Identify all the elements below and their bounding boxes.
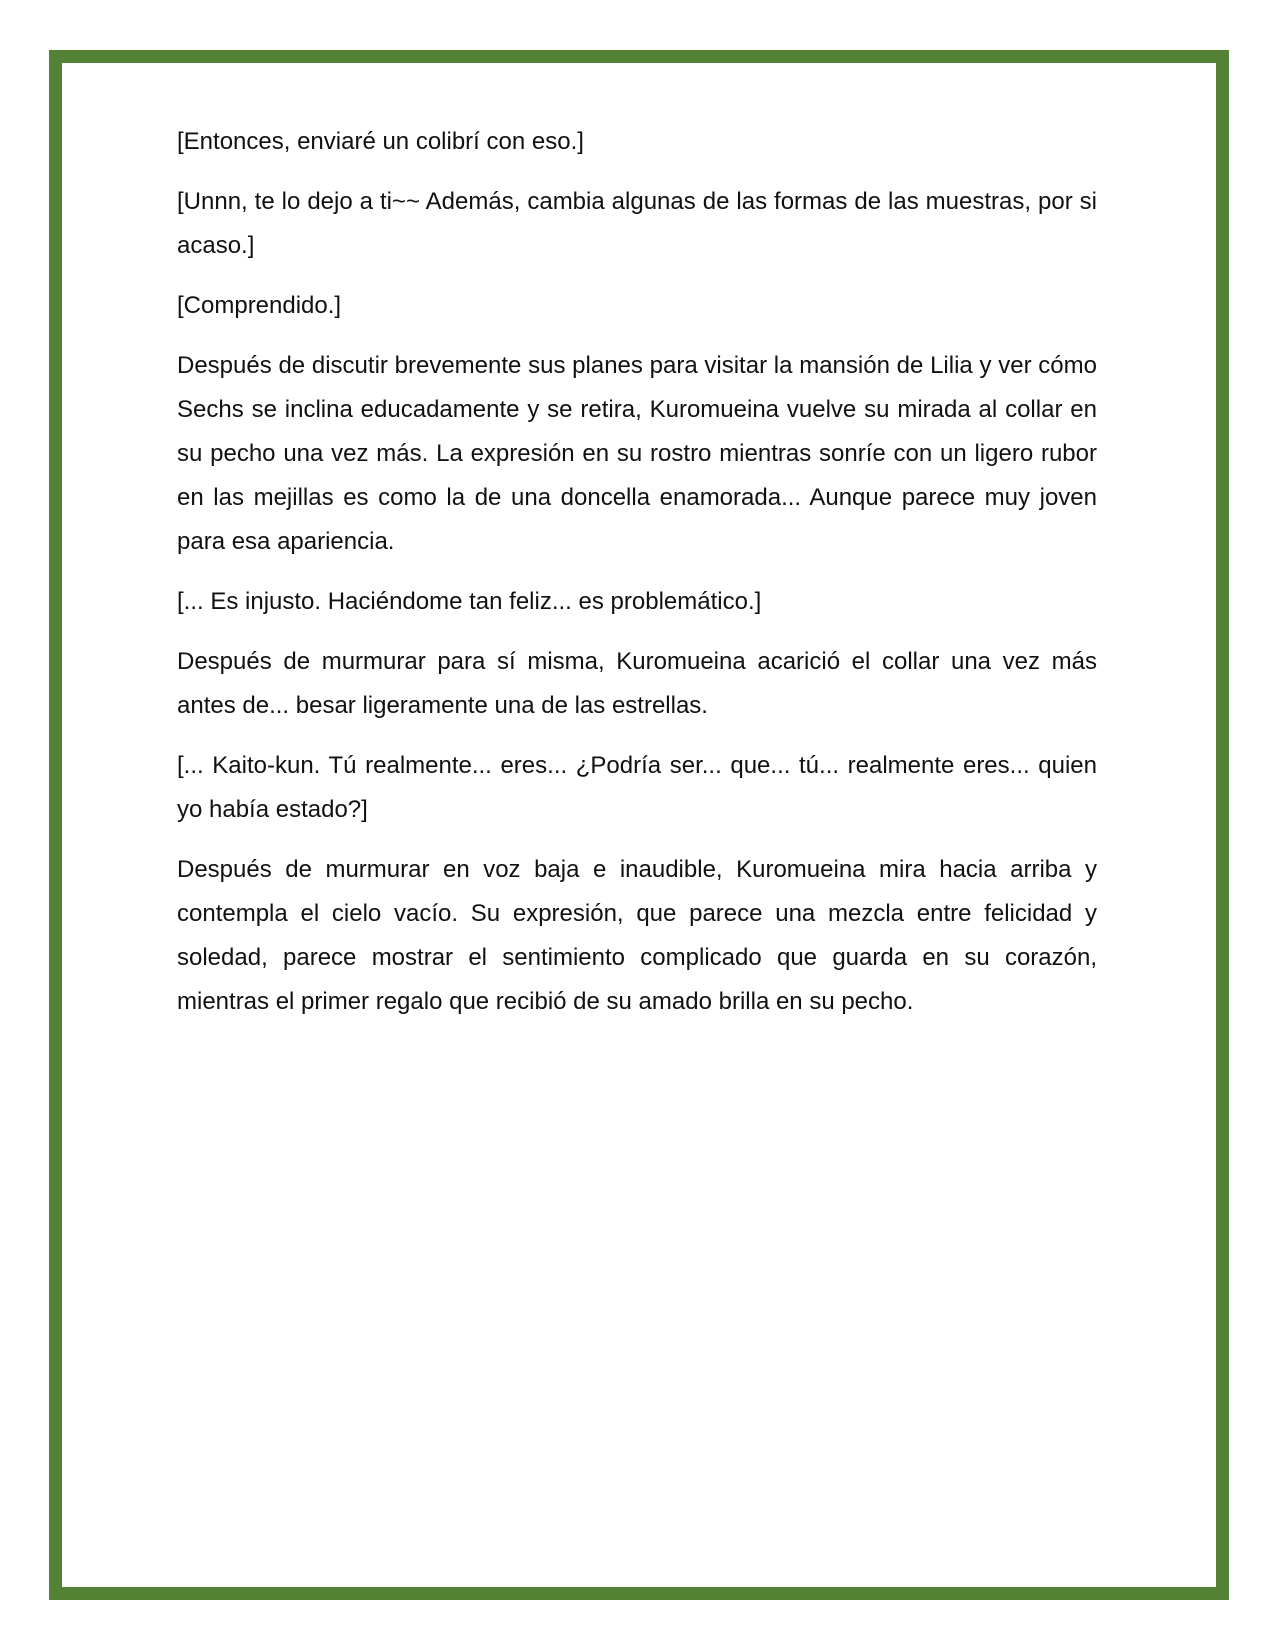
paragraph-dialogue-comprendido: [Comprendido.] [177,292,342,319]
paragraph-dialogue-muestras: [Unnn, te lo dejo a ti~~ Además, cambia algunas de las formas de las muestras, por si acaso.] [177,188,1097,259]
paragraph-dialogue-colibri: [Entonces, enviaré un colibrí con eso.] [177,128,584,155]
document-body [177,120,1097,1040]
paragraph-narration-collar: Después de discutir brevemente sus planes para visitar la mansión de Lilia y ver cómo Sechs se inclina educadamente y se retira, Kuromueina vuelve su mirada al collar en su pecho una vez más. La expresión en su rostro mientras sonríe con un ligero rubor en las mejillas es como la de una doncella enamorada... Aunque parece muy joven para esa apariencia. [177,352,1097,555]
paragraph-dialogue-kaito: [... Kaito-kun. Tú realmente... eres... ¿Podría ser... que... tú... realmente eres... quien yo había estado?] [177,752,1097,823]
paragraph-dialogue-injusto: [... Es injusto. Haciéndome tan feliz... es problemático.] [177,588,762,615]
paragraph-narration-cielo: Después de murmurar en voz baja e inaudible, Kuromueina mira hacia arriba y contempla el cielo vacío. Su expresión, que parece una mezcla entre felicidad y soledad, parece mostrar el sentimiento complicado que guarda en su corazón, mientras el primer regalo que recibió de su amado brilla en su pecho. [177,856,1097,1015]
paragraph-narration-estrellas: Después de murmurar para sí misma, Kuromueina acarició el collar una vez más antes de... besar ligeramente una de las estrellas. [177,648,1097,719]
